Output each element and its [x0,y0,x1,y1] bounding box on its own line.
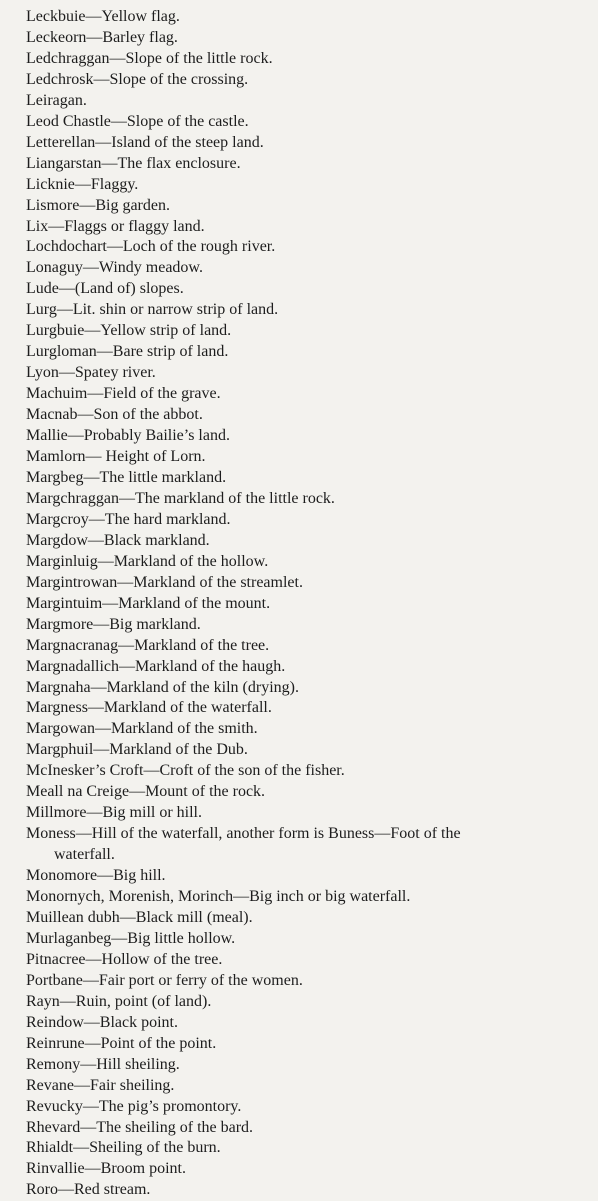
glossary-entry: Ledchraggan—Slope of the little rock. [26,49,273,67]
glossary-entry: Leod Chastle—Slope of the castle. [26,112,249,130]
glossary-entry: Leckeorn—Barley flag. [26,28,178,46]
glossary-entry: Margphuil—Markland of the Dub. [26,741,248,759]
glossary-entry: Mamlorn— Height of Lorn. [26,448,206,466]
glossary-entry: Liangarstan—The flax enclosure. [26,154,241,172]
glossary-entry: Mallie—Probably Bailie’s land. [26,427,230,445]
glossary-entry-text: Moness—Hill of the waterfall, another form is Buness—Foot of the [26,825,461,843]
glossary-entry [26,824,596,866]
glossary-entry: Lismore—Big garden. [26,196,170,214]
glossary-entry: Margnaha—Markland of the kiln (drying). [26,678,299,696]
glossary-entry: Ledchrosk—Slope of the crossing. [26,70,249,88]
glossary-entry: Reinrune—Point of the point. [26,1034,217,1052]
glossary-entry: Portbane—Fair port or ferry of the women. [26,971,303,989]
glossary-entry: Millmore—Big mill or hill. [26,804,202,822]
glossary-entry: Margchraggan—The markland of the little rock. [26,489,335,507]
glossary-entry: Rhevard—The sheiling of the bard. [26,1118,254,1136]
glossary-entry: Revane—Fair sheiling. [26,1076,175,1094]
glossary-entry: Lix—Flaggs or flaggy land. [26,217,205,235]
glossary-entry: Revucky—The pig’s promontory. [26,1097,242,1115]
glossary-entry: Muillean dubh—Black mill (meal). [26,908,253,926]
glossary-entry: Remony—Hill sheiling. [26,1055,180,1073]
glossary-entry: Meall na Creige—Mount of the rock. [26,783,266,801]
glossary-entry: Reindow—Black point. [26,1013,178,1031]
glossary-entry: Licknie—Flaggy. [26,175,139,193]
glossary-entry: Murlaganbeg—Big little hollow. [26,929,236,947]
glossary-entry: Margintuim—Markland of the mount. [26,594,271,612]
glossary-entry: Margmore—Big markland. [26,615,201,633]
glossary-entry: McInesker’s Croft—Croft of the son of the fisher. [26,762,345,780]
glossary-entry: Lonaguy—Windy meadow. [26,259,203,277]
glossary-entry: Margintrowan—Markland of the streamlet. [26,573,303,591]
glossary-entry: Leckbuie—Yellow flag. [26,8,180,25]
glossary-entry: Macnab—Son of the abbot. [26,406,203,424]
glossary-entry: Monomore—Big hill. [26,867,166,885]
glossary-entry: Roro—Red stream. [26,1181,151,1199]
glossary-entry: Margdow—Black markland. [26,531,210,549]
glossary-entry: Margnacranag—Markland of the tree. [26,636,270,654]
glossary-entry: Margness—Markland of the waterfall. [26,699,272,717]
glossary-entry: Rayn—Ruin, point (of land). [26,992,212,1010]
glossary-entry: Lude—(Land of) slopes. [26,280,184,298]
glossary-entry-continuation: waterfall. [54,846,115,864]
glossary-entry: Rinvallie—Broom point. [26,1160,186,1178]
glossary-entry: Monornych, Morenish, Morinch—Big inch or big waterfall. [26,888,411,906]
glossary-entry: Pitnacree—Hollow of the tree. [26,950,223,968]
glossary-entry: Marginluig—Markland of the hollow. [26,552,269,570]
glossary-entry: Margbeg—The little markland. [26,468,227,486]
glossary-entry: Margcroy—The hard markland. [26,510,231,528]
glossary-entry: Leiragan. [26,91,87,109]
glossary-entry: Machuim—Field of the grave. [26,385,221,403]
glossary-entry: Lochdochart—Loch of the rough river. [26,238,276,256]
glossary-entry: Margowan—Markland of the smith. [26,720,258,738]
glossary-entry: Lyon—Spatey river. [26,364,156,382]
glossary-entry: Letterellan—Island of the steep land. [26,133,264,151]
glossary-entry: Lurg—Lit. shin or narrow strip of land. [26,301,279,319]
glossary-entry: Rhialdt—Sheiling of the burn. [26,1139,221,1157]
glossary-entry: Lurgbuie—Yellow strip of land. [26,322,232,340]
glossary-entry: Lurgloman—Bare strip of land. [26,343,229,361]
glossary-entry: Margnadallich—Markland of the haugh. [26,657,286,675]
